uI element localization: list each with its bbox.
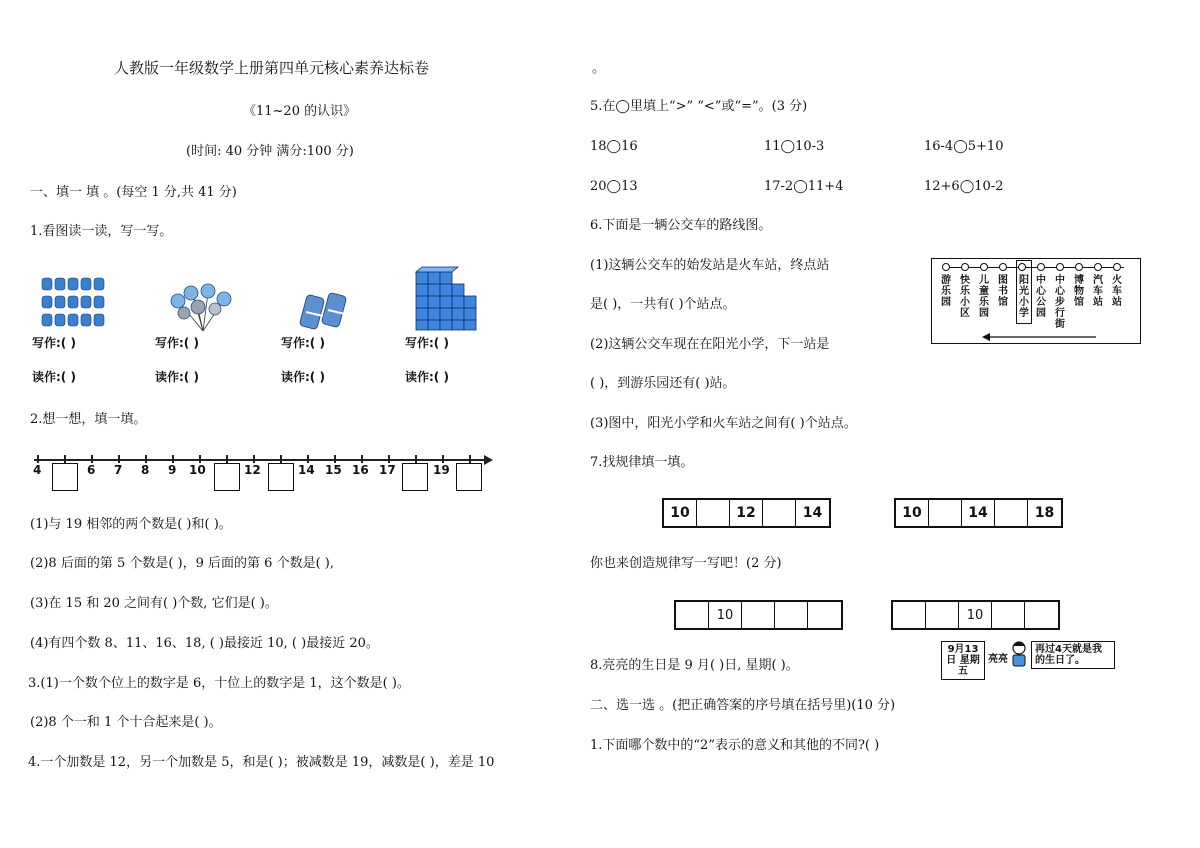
q6-part-1b: 是( )，一共有( )个站点。 [590, 297, 736, 312]
sequence-cell: 10 [896, 500, 929, 526]
nl-label: 15 [325, 463, 342, 477]
arrow-right-icon [484, 455, 494, 465]
nl-label: 6 [87, 463, 96, 477]
nl-label: 16 [352, 463, 369, 477]
q5-item: 20◯13 [590, 179, 638, 194]
stop-name: 快乐小区 [960, 275, 970, 319]
q2-part-3: (3)在 15 和 20 之间有( )个数, 它们是( )。 [30, 596, 278, 611]
nl-answer-box[interactable] [402, 463, 428, 491]
direction-arrow-icon [982, 333, 1097, 341]
cube-stack-icon [414, 266, 482, 332]
sequence-cell: 10 [959, 602, 992, 628]
page-title: 人教版一年级数学上册第四单元核心素养达标卷 [114, 59, 430, 77]
q5-item: 18◯16 [590, 139, 638, 154]
question-5: 5.在◯里填上“>” “<”或“=”。(3 分) [590, 99, 808, 114]
sequence-2 [894, 498, 1063, 528]
question-3-part-2: (2)8 个一和 1 个十合起来是( )。 [30, 715, 222, 730]
nl-label: 12 [244, 463, 261, 477]
sequence-4 [891, 600, 1060, 630]
section-2-heading: 二、选一选 。(把正确答案的序号填在括号里)(10 分) [590, 698, 896, 713]
q6-part-1a: (1)这辆公交车的始发站是火车站，终点站 [590, 258, 830, 273]
question-8: 8.亮亮的生日是 9 月( )日, 星期( )。 [590, 658, 799, 673]
stick-bundles-icon [297, 290, 353, 332]
child-name: 亮亮 [988, 654, 1008, 665]
nl-label: 10 [189, 463, 206, 477]
section-2-question-1: 1.下面哪个数中的“2”表示的意义和其他的不同?( ) [590, 738, 880, 753]
sequence-blank[interactable] [775, 602, 808, 628]
bus-route-diagram [931, 258, 1141, 344]
q1-read-label-1: 读作:( ) [32, 370, 76, 384]
q1-read-label-4: 读作:( ) [405, 370, 449, 384]
question-6: 6.下面是一辆公交车的路线图。 [590, 218, 772, 233]
nl-label: 7 [114, 463, 123, 477]
question-2: 2.想一想，填一填。 [30, 412, 147, 427]
sequence-cell: 12 [730, 500, 763, 526]
q5-item: 11◯10-3 [764, 139, 825, 154]
sequence-cell: 18 [1034, 505, 1055, 521]
q1-read-label-2: 读作:( ) [155, 370, 199, 384]
nl-answer-box[interactable] [456, 463, 482, 491]
stop-name: 阳光小学 [1019, 275, 1029, 319]
q7-create-prompt: 你也来创造规律写一写吧！(2 分) [590, 556, 782, 571]
stop-name: 汽车站 [1093, 275, 1103, 308]
q2-part-2: (2)8 后面的第 5 个数是( )，9 后面的第 6 个数是( ), [30, 556, 334, 571]
stop-name: 游乐园 [941, 275, 951, 308]
sequence-blank[interactable] [742, 602, 775, 628]
q5-item: 17-2◯11+4 [764, 179, 844, 194]
q1-write-label-3: 写作:( ) [281, 336, 325, 350]
sequence-blank[interactable] [995, 500, 1028, 526]
sequence-blank[interactable] [926, 602, 959, 628]
sequence-blank[interactable] [893, 602, 926, 628]
q1-write-label-1: 写作:( ) [32, 336, 76, 350]
question-7: 7.找规律填一填。 [590, 455, 694, 470]
sequence-blank[interactable] [992, 602, 1025, 628]
sequence-blank[interactable] [929, 500, 962, 526]
bundle-of-figures-icon [40, 276, 112, 332]
sequence-blank[interactable] [697, 500, 730, 526]
stop-name: 火车站 [1112, 275, 1122, 308]
continuation-mark: 。 [592, 61, 606, 76]
sequence-blank[interactable] [763, 500, 796, 526]
nl-label: 14 [298, 463, 315, 477]
nl-label: 9 [168, 463, 177, 477]
q6-part-2a: (2)这辆公交车现在在阳光小学，下一站是 [590, 337, 830, 352]
sequence-blank[interactable] [1025, 602, 1058, 628]
sequence-1 [662, 498, 831, 528]
q6-part-2b: ( )，到游乐园还有( )站。 [590, 376, 736, 391]
nl-label: 4 [33, 463, 42, 477]
sequence-blank[interactable] [808, 602, 841, 628]
q1-read-label-3: 读作:( ) [281, 370, 325, 384]
stop-name: 中心步行街 [1055, 275, 1065, 330]
nl-label: 19 [433, 463, 450, 477]
nl-answer-box[interactable] [52, 463, 78, 491]
q2-part-4: (4)有四个数 8、11、16、18, ( )最接近 10, ( )最接近 20。 [30, 636, 379, 651]
question-3-part-1: 3.(1)一个数个位上的数字是 6，十位上的数字是 1，这个数是( )。 [28, 676, 410, 691]
q1-write-label-2: 写作:( ) [155, 336, 199, 350]
section-1-heading: 一、填一 填 。(每空 1 分,共 41 分) [30, 185, 237, 200]
q2-part-1: (1)与 19 相邻的两个数是( )和( )。 [30, 517, 232, 532]
stop-name: 博物馆 [1074, 275, 1084, 308]
question-1: 1.看图读一读，写一写。 [30, 224, 173, 239]
sequence-cell: 10 [664, 500, 697, 526]
q5-item: 12+6◯10-2 [924, 179, 1004, 194]
nl-label: 8 [141, 463, 150, 477]
nl-answer-box[interactable] [214, 463, 240, 491]
stop-name: 图书馆 [998, 275, 1008, 308]
speech-bubble: 再过4天就是我的生日了。 [1031, 641, 1115, 669]
sequence-blank[interactable] [676, 602, 709, 628]
nl-label: 17 [379, 463, 396, 477]
q1-write-label-4: 写作:( ) [405, 336, 449, 350]
page-subtitle: 《11~20 的认识》 [243, 104, 357, 119]
sequence-cell: 10 [709, 602, 742, 628]
q5-item: 16-4◯5+10 [924, 139, 1004, 154]
date-tag: 9月13日 星期五 [941, 641, 985, 680]
time-info: (时间: 40 分钟 满分:100 分) [186, 144, 354, 159]
sequence-3 [674, 600, 843, 630]
q6-part-3: (3)图中，阳光小学和火车站之间有( )个站点。 [590, 416, 857, 431]
nl-answer-box[interactable] [268, 463, 294, 491]
sequence-cell: 14 [802, 505, 823, 521]
stop-name: 中心公园 [1036, 275, 1046, 319]
question-4: 4.一个加数是 12，另一个加数是 5，和是( )；被减数是 19，减数是( )，差是 10 [28, 755, 495, 770]
stop-name: 儿童乐园 [979, 275, 989, 319]
sequence-cell: 14 [962, 500, 995, 526]
child-figure-icon [1008, 640, 1030, 668]
balloons-icon [168, 283, 238, 333]
